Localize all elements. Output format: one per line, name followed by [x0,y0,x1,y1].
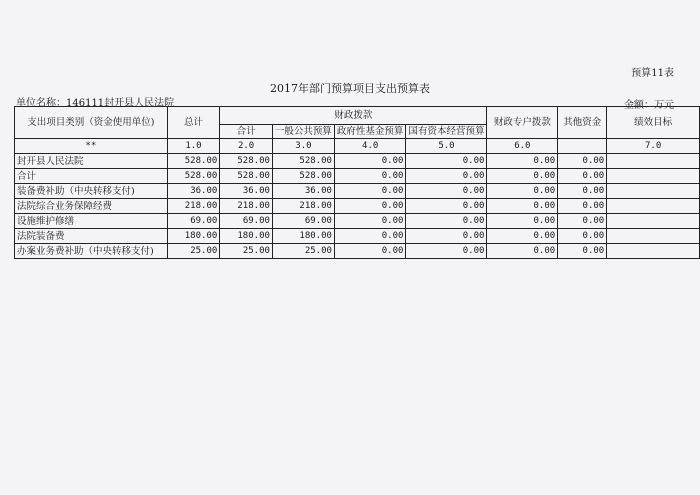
row-other: 0.00 [558,154,607,169]
table-row [15,214,700,229]
row-general: 528.00 [272,154,334,169]
row-total: 25.00 [167,244,220,259]
row-subtotal: 528.00 [220,154,273,169]
row-other: 0.00 [558,169,607,184]
row-goal [607,154,700,169]
table-row [15,244,700,259]
row-goal [607,244,700,259]
row-total: 180.00 [167,229,220,244]
index-row [15,139,700,154]
row-general: 180.00 [272,229,334,244]
row-general: 69.00 [272,214,334,229]
index-cell: 3.0 [272,139,334,154]
table-row [15,229,700,244]
row-total: 528.00 [167,169,220,184]
col-other: 其他资金 [558,107,607,139]
row-capital: 0.00 [406,244,487,259]
row-govfund: 0.00 [334,154,406,169]
row-general: 36.00 [272,184,334,199]
index-cell: 4.0 [334,139,406,154]
row-general: 218.00 [272,199,334,214]
row-subtotal: 36.00 [220,184,273,199]
col-fiscal: 财政拨款 [220,107,487,125]
amount-unit: 金额：万元 [624,100,674,111]
page-title: 2017年部门预算项目支出预算表 [270,82,430,95]
table-row [15,154,700,169]
row-goal [607,184,700,199]
row-subtotal: 218.00 [220,199,273,214]
form-number: 预算11表 [631,68,674,79]
row-capital: 0.00 [406,184,487,199]
row-total: 218.00 [167,199,220,214]
row-total: 69.00 [167,214,220,229]
row-other: 0.00 [558,184,607,199]
col-govfund: 政府性基金预算 [334,125,406,139]
row-total: 528.00 [167,154,220,169]
index-cell: 7.0 [607,139,700,154]
row-goal [607,169,700,184]
row-name: 办案业务费补助（中央转移支付) [15,244,168,259]
table-row [15,199,700,214]
row-goal [607,229,700,244]
row-special: 0.00 [487,199,558,214]
index-cell: ** [15,139,168,154]
row-govfund: 0.00 [334,229,406,244]
col-general: 一般公共预算 [272,125,334,139]
col-special: 财政专户拨款 [487,107,558,139]
row-goal [607,214,700,229]
row-capital: 0.00 [406,199,487,214]
col-goal: 绩效目标 [607,107,700,139]
col-total: 总计 [167,107,220,139]
budget-table [14,106,700,259]
index-cell: 2.0 [220,139,273,154]
unit-name: 单位名称：146111封开县人民法院 [16,98,175,109]
index-cell: 5.0 [406,139,487,154]
table-row [15,184,700,199]
col-subtotal: 合计 [220,125,273,139]
row-subtotal: 69.00 [220,214,273,229]
row-capital: 0.00 [406,229,487,244]
row-govfund: 0.00 [334,244,406,259]
col-capital: 国有资本经营预算 [406,125,487,139]
row-name: 封开县人民法院 [15,154,168,169]
row-capital: 0.00 [406,214,487,229]
index-cell: 1.0 [167,139,220,154]
row-general: 25.00 [272,244,334,259]
row-govfund: 0.00 [334,184,406,199]
row-special: 0.00 [487,154,558,169]
row-special: 0.00 [487,169,558,184]
row-name: 法院装备费 [15,229,168,244]
row-goal [607,199,700,214]
row-special: 0.00 [487,229,558,244]
index-cell: 6.0 [487,139,558,154]
row-name: 法院综合业务保障经费 [15,199,168,214]
row-other: 0.00 [558,244,607,259]
col-category: 支出项目类别（资金使用单位) [15,107,168,139]
row-govfund: 0.00 [334,214,406,229]
row-special: 0.00 [487,214,558,229]
index-cell [558,139,607,154]
row-name: 装备费补助（中央转移支付) [15,184,168,199]
header-row-1 [15,107,700,125]
row-special: 0.00 [487,184,558,199]
row-name: 设施维护修缮 [15,214,168,229]
row-name: 合计 [15,169,168,184]
row-general: 528.00 [272,169,334,184]
row-subtotal: 528.00 [220,169,273,184]
table-row [15,169,700,184]
row-other: 0.00 [558,214,607,229]
row-capital: 0.00 [406,154,487,169]
row-capital: 0.00 [406,169,487,184]
row-other: 0.00 [558,199,607,214]
row-subtotal: 180.00 [220,229,273,244]
row-govfund: 0.00 [334,199,406,214]
row-other: 0.00 [558,229,607,244]
row-subtotal: 25.00 [220,244,273,259]
row-total: 36.00 [167,184,220,199]
row-govfund: 0.00 [334,169,406,184]
row-special: 0.00 [487,244,558,259]
